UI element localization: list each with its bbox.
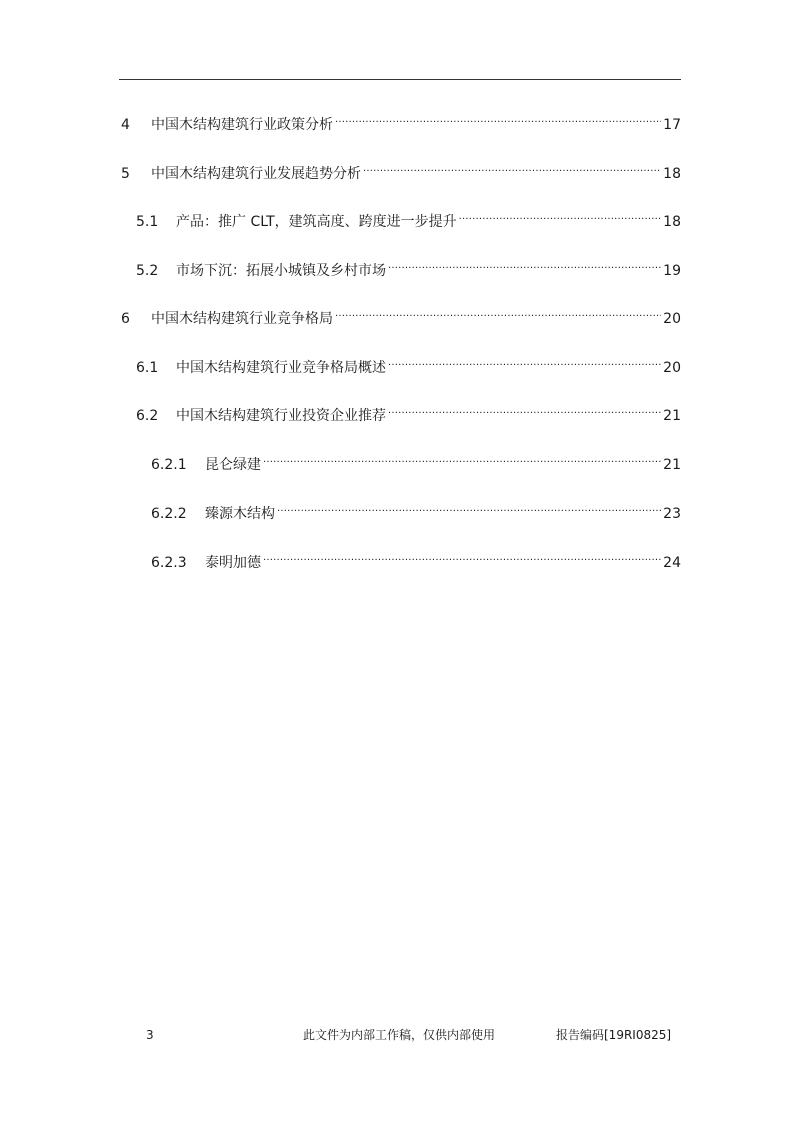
toc-entry-number: 6.1	[136, 360, 159, 376]
toc-entry-6-2[interactable]	[136, 398, 681, 424]
toc-entry-title: 昆仑绿建	[205, 457, 261, 473]
toc-entry-page: 18	[663, 214, 681, 230]
toc-entry-title: 市场下沉：拓展小城镇及乡村市场	[176, 263, 386, 279]
toc-dot-leader	[388, 398, 661, 420]
toc-entry-page: 19	[663, 263, 681, 279]
toc-dot-leader	[388, 253, 661, 275]
toc-entry-page: 20	[663, 360, 681, 376]
toc-entry-number: 5	[121, 166, 130, 182]
toc-entry-page: 21	[663, 408, 681, 424]
toc-entry-page: 21	[663, 457, 681, 473]
toc-entry-title: 泰明加德	[205, 555, 261, 571]
footer-page-number: 3	[146, 1028, 154, 1042]
toc-dot-leader	[335, 301, 661, 323]
toc-entry-5-1[interactable]	[136, 204, 681, 230]
toc-entry-number: 5.1	[136, 214, 159, 230]
toc-dot-leader	[335, 107, 661, 129]
toc-entry-page: 20	[663, 311, 681, 327]
toc-entry-4[interactable]	[121, 107, 681, 133]
footer-confidential-notice: 此文件为内部工作稿，仅供内部使用	[303, 1028, 496, 1042]
toc-entry-6[interactable]	[121, 301, 681, 327]
toc-dot-leader	[459, 204, 662, 226]
toc-dot-leader	[263, 545, 661, 567]
toc-entry-page: 24	[663, 555, 681, 571]
toc-entry-title: 中国木结构建筑行业投资企业推荐	[176, 408, 386, 424]
toc-entry-number: 6.2	[136, 408, 159, 424]
toc-entry-6-2-2[interactable]	[151, 496, 681, 522]
toc-entry-number: 5.2	[136, 263, 159, 279]
toc-entry-number: 4	[121, 117, 130, 133]
toc-entry-6-1[interactable]	[136, 350, 681, 376]
toc-entry-5[interactable]	[121, 156, 681, 182]
toc-entry-number: 6.2.2	[151, 506, 187, 522]
toc-entry-title: 中国木结构建筑行业政策分析	[151, 117, 333, 133]
toc-entry-number: 6.2.1	[151, 457, 187, 473]
toc-entry-title: 中国木结构建筑行业竞争格局	[151, 311, 333, 327]
toc-dot-leader	[388, 350, 661, 372]
toc-entry-6-2-1[interactable]	[151, 447, 681, 473]
toc-entry-5-2[interactable]	[136, 253, 681, 279]
toc-entry-page: 18	[663, 166, 681, 182]
toc-entry-title: 中国木结构建筑行业发展趋势分析	[151, 166, 361, 182]
toc-entry-number: 6.2.3	[151, 555, 187, 571]
toc-entry-title: 产品：推广 CLT，建筑高度、跨度进一步提升	[176, 214, 457, 230]
toc-entry-page: 23	[663, 506, 681, 522]
toc-entry-title: 中国木结构建筑行业竞争格局概述	[176, 360, 386, 376]
toc-entry-page: 17	[663, 117, 681, 133]
toc-dot-leader	[263, 447, 661, 469]
toc-entry-number: 6	[121, 311, 130, 327]
toc-entry-6-2-3[interactable]	[151, 545, 681, 571]
toc-entry-title: 臻源木结构	[205, 506, 275, 522]
header-rule	[119, 79, 681, 80]
toc-dot-leader	[277, 496, 661, 518]
footer-report-code: 报告编码[19RI0825]	[556, 1028, 672, 1042]
toc-dot-leader	[363, 156, 661, 178]
